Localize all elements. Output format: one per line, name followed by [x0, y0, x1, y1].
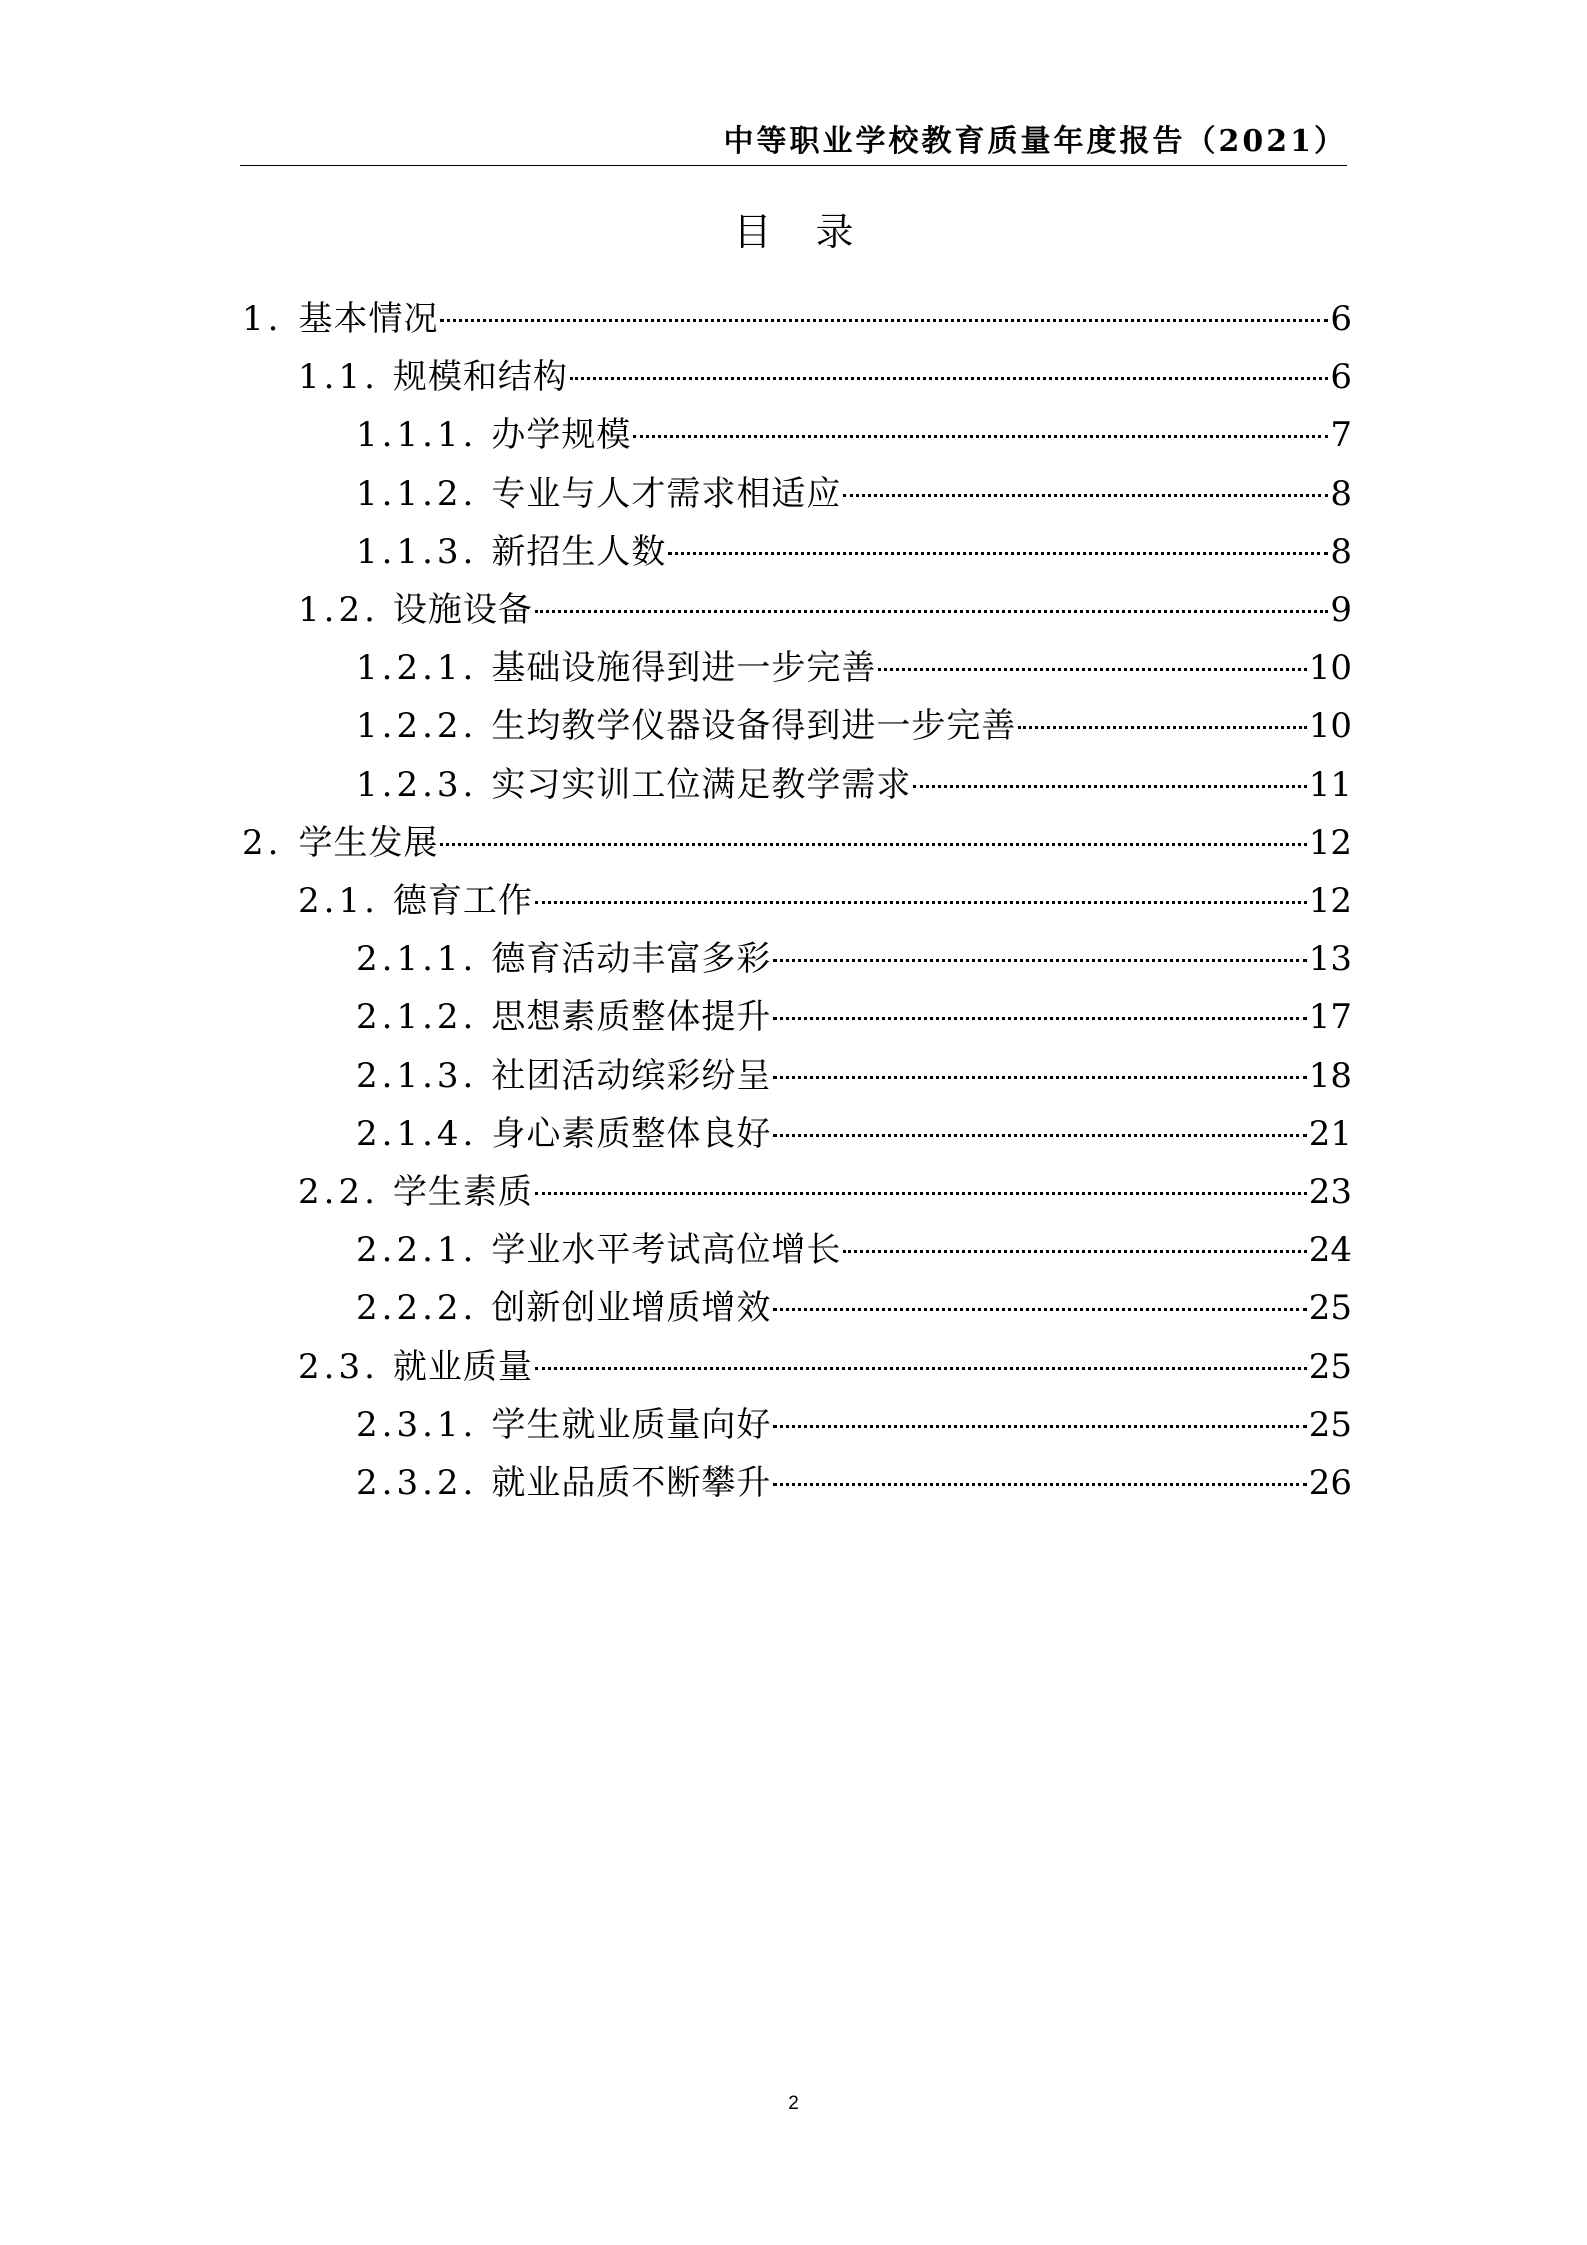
- toc-leader-dots: [1018, 726, 1306, 729]
- toc-entry-label: 社团活动缤彩纷呈: [491, 1056, 772, 1096]
- toc-entry[interactable]: [0, 991, 1587, 1043]
- toc-entry[interactable]: [0, 1108, 1587, 1160]
- toc-leader-dots: [535, 901, 1307, 904]
- toc-entry-number: 1.1.3.: [356, 532, 478, 572]
- toc-entry-page: 25: [1308, 1288, 1352, 1328]
- toc-entry-label: 专业与人才需求相适应: [491, 474, 842, 514]
- toc-entry-page: 12: [1308, 823, 1352, 863]
- toc-entry[interactable]: [0, 817, 1587, 869]
- toc-entry-number: 1.2.: [298, 590, 379, 630]
- toc-entry-label: 学生素质: [392, 1172, 533, 1212]
- toc-entry-label: 生均教学仪器设备得到进一步完善: [491, 706, 1017, 746]
- toc-entry-number: 2.2.1.: [356, 1230, 478, 1270]
- toc-entry-page: 12: [1308, 881, 1352, 921]
- toc-leader-dots: [773, 959, 1306, 962]
- toc-entry-page: 10: [1308, 648, 1352, 688]
- toc-entry-page: 24: [1308, 1230, 1352, 1270]
- toc-title-char: 录: [815, 210, 854, 254]
- toc-entry[interactable]: [0, 526, 1587, 578]
- toc-leader-dots: [843, 1250, 1306, 1253]
- toc-entry-label: 基本情况: [298, 299, 439, 339]
- toc-leader-dots: [535, 1367, 1307, 1370]
- toc-entry-number: 2.2.: [298, 1172, 379, 1212]
- toc-leader-dots: [440, 319, 1328, 322]
- toc-entry[interactable]: [0, 584, 1587, 636]
- toc-entry-page: 26: [1308, 1463, 1352, 1503]
- toc-entry-number: 1.1.2.: [356, 474, 478, 514]
- toc-entry-label: 思想素质整体提升: [491, 997, 772, 1037]
- toc-entry-number: 1.: [242, 299, 283, 339]
- toc-entry-page: 7: [1330, 415, 1352, 455]
- toc-leader-dots: [773, 1076, 1306, 1079]
- toc-entry-number: 2.2.2.: [356, 1288, 478, 1328]
- toc-entry-label: 学生发展: [298, 823, 439, 863]
- toc-leader-dots: [773, 1308, 1306, 1311]
- toc-entry[interactable]: [0, 1341, 1587, 1393]
- toc-entry-label: 德育工作: [392, 881, 533, 921]
- toc-entry-page: 18: [1308, 1056, 1352, 1096]
- toc-entry[interactable]: [0, 1282, 1587, 1334]
- toc-entry-label: 身心素质整体良好: [491, 1114, 772, 1154]
- toc-entry-number: 2.3.2.: [356, 1463, 478, 1503]
- toc-entry-number: 2.1.2.: [356, 997, 478, 1037]
- toc-entry-page: 6: [1330, 299, 1352, 339]
- running-header: 中等职业学校教育质量年度报告（2021）: [723, 124, 1347, 159]
- toc-entry-label: 学业水平考试高位增长: [491, 1230, 842, 1270]
- page-number: 2: [788, 2093, 799, 2114]
- toc-entry[interactable]: [0, 1399, 1587, 1451]
- toc-title-char: 目: [733, 210, 772, 254]
- toc-entry-label: 办学规模: [491, 415, 632, 455]
- toc-entry-number: 1.2.3.: [356, 765, 478, 805]
- toc-entry[interactable]: [0, 468, 1587, 520]
- toc-leader-dots: [773, 1425, 1306, 1428]
- toc-entry-number: 2.3.1.: [356, 1405, 478, 1445]
- toc-entry-page: 25: [1308, 1347, 1352, 1387]
- toc-entry-page: 25: [1308, 1405, 1352, 1445]
- toc-leader-dots: [668, 552, 1328, 555]
- toc-entry[interactable]: [0, 1050, 1587, 1102]
- toc-leader-dots: [535, 610, 1328, 613]
- toc-entry-label: 设施设备: [392, 590, 533, 630]
- toc-leader-dots: [843, 494, 1328, 497]
- toc-entry[interactable]: [0, 351, 1587, 403]
- toc-entry-page: 11: [1308, 765, 1352, 805]
- toc-entry-number: 1.1.1.: [356, 415, 478, 455]
- toc-entry-label: 学生就业质量向好: [491, 1405, 772, 1445]
- toc-title: [0, 207, 1587, 257]
- toc-entry[interactable]: [0, 293, 1587, 345]
- toc-leader-dots: [633, 435, 1328, 438]
- toc-entry-page: 13: [1308, 939, 1352, 979]
- toc-entry-page: 8: [1330, 474, 1352, 514]
- toc-entry[interactable]: [0, 933, 1587, 985]
- toc-entry-number: 1.1.: [298, 357, 379, 397]
- toc-leader-dots: [773, 1483, 1306, 1486]
- toc-entry-label: 实习实训工位满足教学需求: [491, 765, 912, 805]
- toc-entry-number: 2.1.1.: [356, 939, 478, 979]
- toc-entry[interactable]: [0, 700, 1587, 752]
- toc-entry-label: 规模和结构: [392, 357, 568, 397]
- toc-entry-page: 21: [1308, 1114, 1352, 1154]
- toc-entry-page: 10: [1308, 706, 1352, 746]
- toc-entry-label: 新招生人数: [491, 532, 667, 572]
- toc-entry[interactable]: [0, 759, 1587, 811]
- toc-entry-number: 2.1.: [298, 881, 379, 921]
- header-rule: [240, 165, 1347, 166]
- toc-entry[interactable]: [0, 1457, 1587, 1509]
- toc-entry[interactable]: [0, 409, 1587, 461]
- toc-entry[interactable]: [0, 1166, 1587, 1218]
- toc-entry-number: 2.1.3.: [356, 1056, 478, 1096]
- toc-entry-number: 2.: [242, 823, 283, 863]
- toc-leader-dots: [570, 377, 1328, 380]
- toc-leader-dots: [773, 1017, 1306, 1020]
- toc-entry-page: 6: [1330, 357, 1352, 397]
- toc-entry-number: 2.1.4.: [356, 1114, 478, 1154]
- toc-leader-dots: [773, 1134, 1306, 1137]
- toc-entry-number: 1.2.1.: [356, 648, 478, 688]
- toc-entry-label: 就业品质不断攀升: [491, 1463, 772, 1503]
- toc-entry-page: 9: [1330, 590, 1352, 630]
- toc-entry[interactable]: [0, 875, 1587, 927]
- toc-entry-label: 德育活动丰富多彩: [491, 939, 772, 979]
- toc-leader-dots: [913, 785, 1306, 788]
- toc-entry-page: 23: [1308, 1172, 1352, 1212]
- toc-entry-number: 1.2.2.: [356, 706, 478, 746]
- toc-entry[interactable]: [0, 642, 1587, 694]
- toc-leader-dots: [878, 668, 1306, 671]
- toc-entry[interactable]: [0, 1224, 1587, 1276]
- toc-entry-page: 17: [1308, 997, 1352, 1037]
- toc-entry-number: 2.3.: [298, 1347, 379, 1387]
- toc-leader-dots: [440, 843, 1306, 846]
- toc-entry-label: 创新创业增质增效: [491, 1288, 772, 1328]
- toc-leader-dots: [535, 1192, 1307, 1195]
- toc-entry-page: 8: [1330, 532, 1352, 572]
- toc-entry-label: 就业质量: [392, 1347, 533, 1387]
- toc-entry-label: 基础设施得到进一步完善: [491, 648, 877, 688]
